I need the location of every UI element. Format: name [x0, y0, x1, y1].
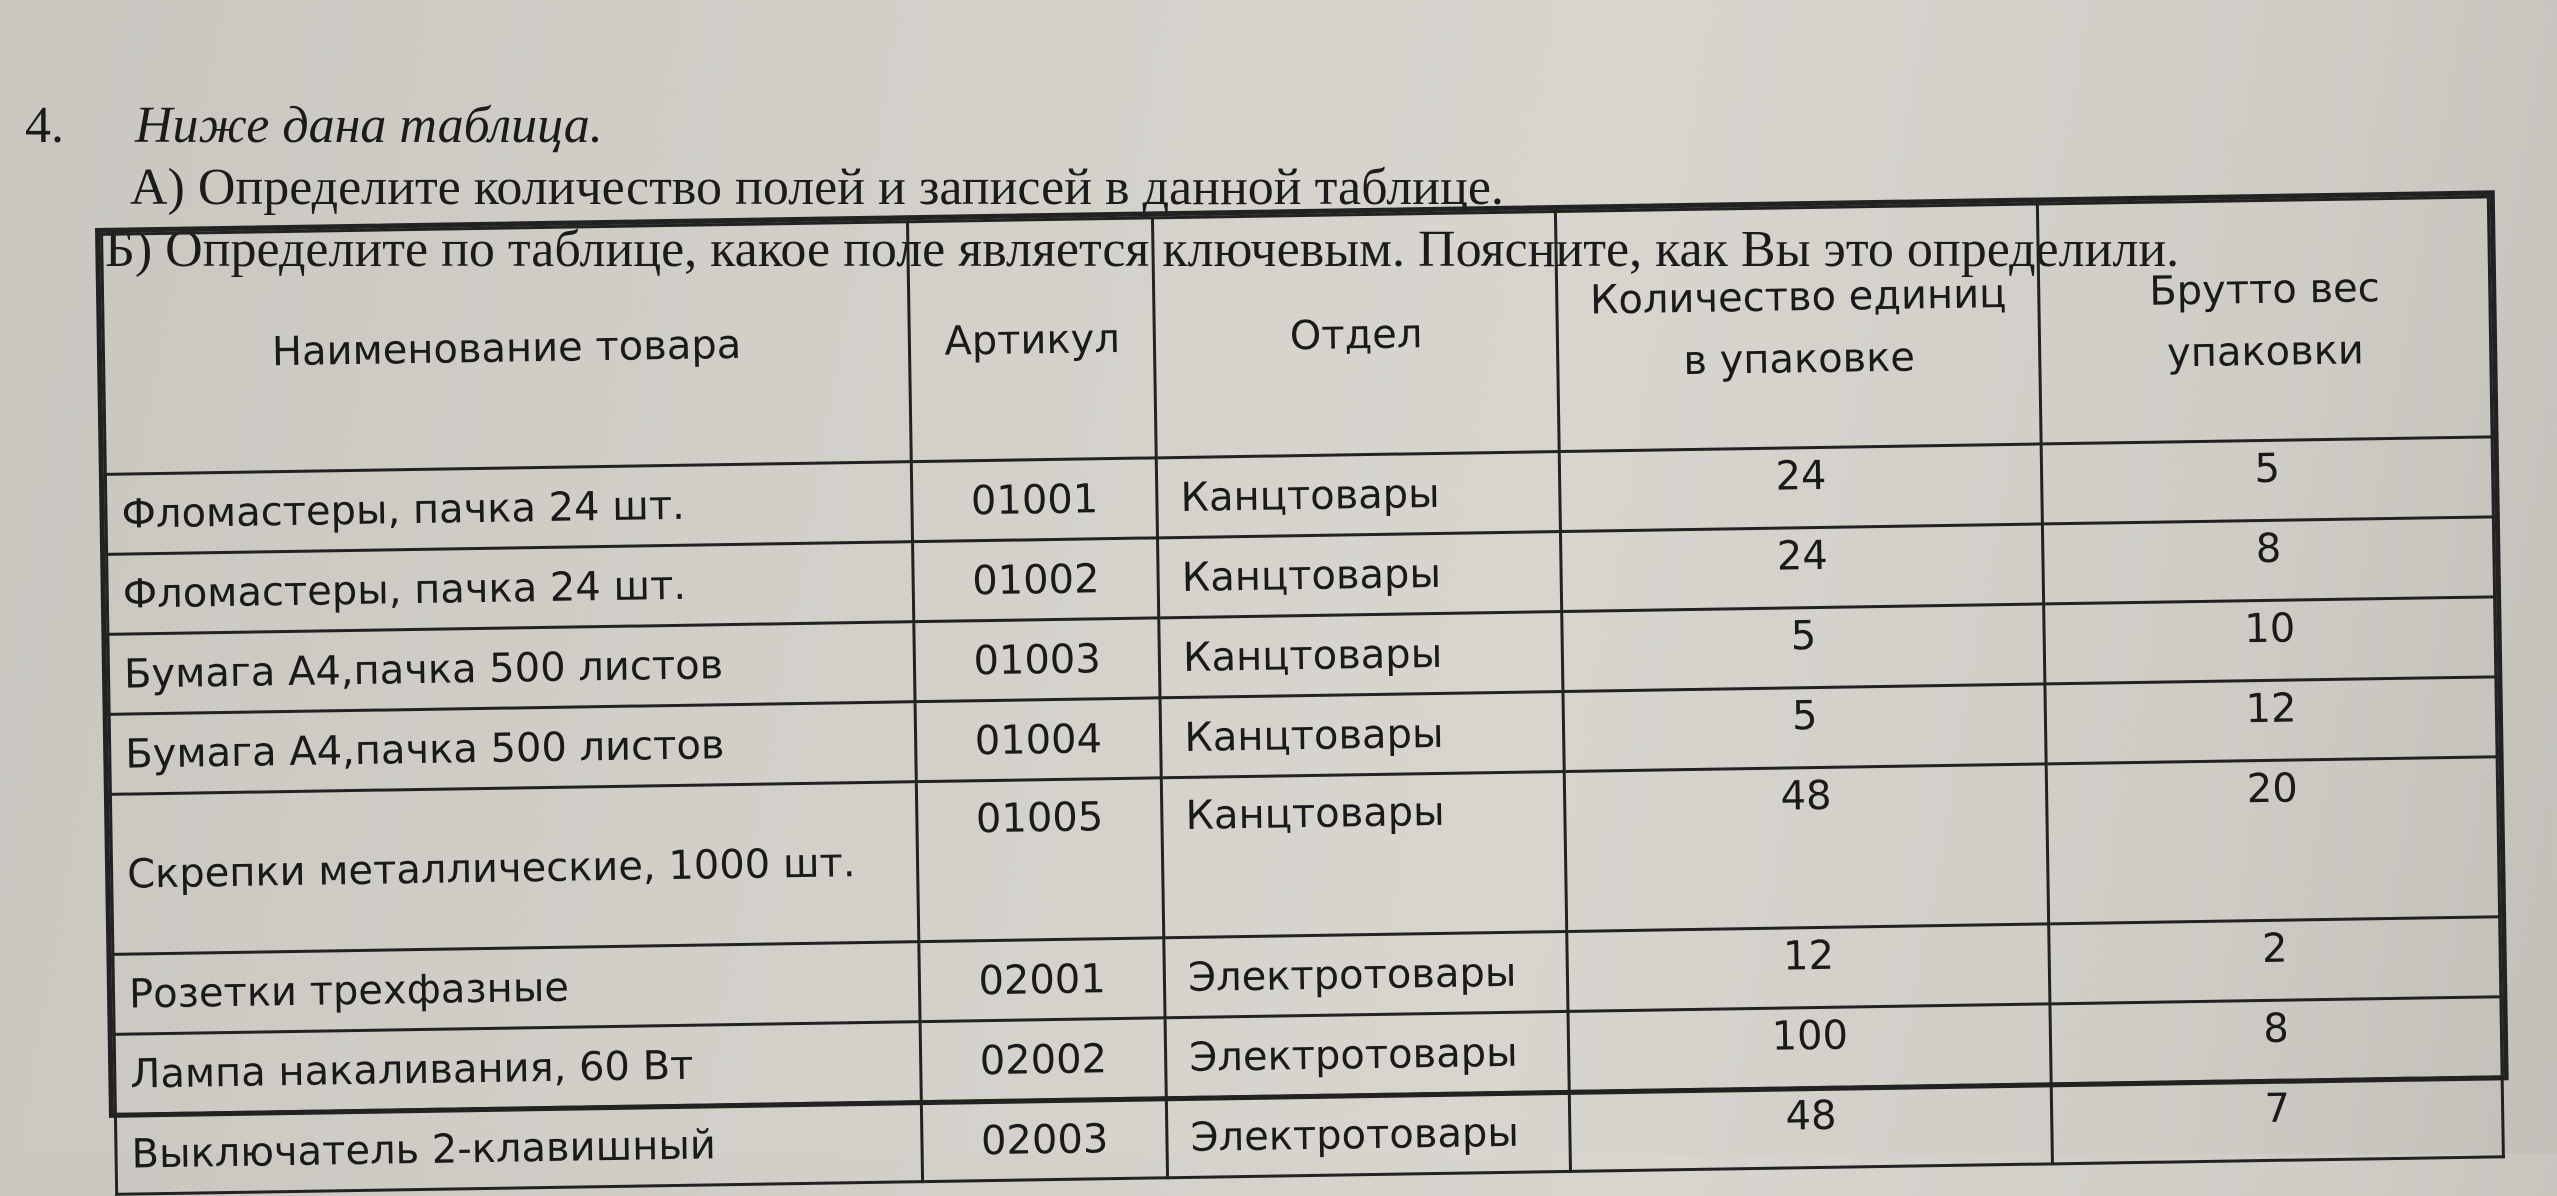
cell-name: Скрепки металлические, 1000 шт. — [110, 782, 919, 955]
cell-department: Электротовары — [1164, 931, 1568, 1017]
task-number: 4. — [25, 97, 64, 154]
cell-article: 02001 — [919, 938, 1165, 1022]
cell-article: 01003 — [914, 618, 1160, 702]
cell-name: Выключатель 2-клавишный — [115, 1102, 922, 1195]
task-intro-line — [25, 95, 2099, 157]
header-quantity: Количество единиц в упаковке — [1556, 204, 2042, 452]
cell-quantity: 24 — [1561, 524, 2044, 612]
cell-quantity: 48 — [1570, 1084, 2053, 1172]
cell-weight: 20 — [2047, 757, 2500, 924]
header-weight: Брутто вес упаковки — [2038, 197, 2492, 444]
cell-weight: 5 — [2042, 437, 2494, 524]
cell-department: Канцтовары — [1159, 612, 1563, 698]
cell-name: Розетки трехфазные — [113, 942, 920, 1035]
cell-department: Канцтовары — [1160, 691, 1564, 777]
cell-weight: 8 — [2043, 517, 2495, 604]
table-header-row — [102, 197, 2492, 474]
cell-weight: 12 — [2045, 677, 2497, 764]
cell-article: 01001 — [911, 458, 1157, 542]
task-part-b: Б) Определите по таблице, какое поле является ключевым. Поясните, как Вы это определили. — [105, 221, 2180, 278]
cell-weight: 7 — [2052, 1077, 2504, 1164]
cell-article: 01004 — [915, 698, 1161, 782]
cell-weight: 8 — [2050, 997, 2502, 1084]
cell-name: Фломастеры, пачка 24 шт. — [107, 542, 914, 635]
task-intro: Ниже дана таблица. — [135, 97, 603, 154]
cell-article: 01005 — [917, 778, 1164, 942]
products-table — [100, 195, 2505, 1195]
cell-quantity: 5 — [1563, 684, 2046, 772]
cell-name: Лампа накаливания, 60 Вт — [114, 1022, 921, 1115]
header-name: Наименование товара — [102, 222, 912, 475]
cell-department: Канцтовары — [1161, 771, 1567, 937]
cell-department: Канцтовары — [1156, 452, 1560, 538]
cell-quantity: 5 — [1562, 604, 2045, 692]
cell-quantity: 24 — [1560, 444, 2043, 532]
cell-department: Электротовары — [1165, 1011, 1569, 1097]
cell-quantity: 12 — [1567, 924, 2050, 1012]
cell-weight: 2 — [2049, 917, 2501, 1004]
cell-department: Канцтовары — [1158, 532, 1562, 618]
cell-weight: 10 — [2044, 597, 2496, 684]
cell-article: 02002 — [920, 1018, 1166, 1102]
cell-name: Фломастеры, пачка 24 шт. — [105, 462, 912, 555]
cell-name: Бумага А4,пачка 500 листов — [108, 622, 915, 715]
header-article: Артикул — [908, 218, 1157, 462]
products-table-frame — [95, 190, 2509, 1178]
cell-quantity: 100 — [1568, 1004, 2051, 1092]
cell-name: Бумага А4,пачка 500 листов — [109, 702, 916, 795]
cell-article: 02003 — [922, 1098, 1168, 1182]
cell-department: Электротовары — [1167, 1091, 1571, 1177]
cell-quantity: 48 — [1565, 764, 2050, 932]
cell-article: 01002 — [913, 538, 1159, 622]
task-part-a: А) Определите количество полей и записей в данной таблице. — [130, 159, 1504, 216]
header-department: Отдел — [1153, 212, 1560, 458]
